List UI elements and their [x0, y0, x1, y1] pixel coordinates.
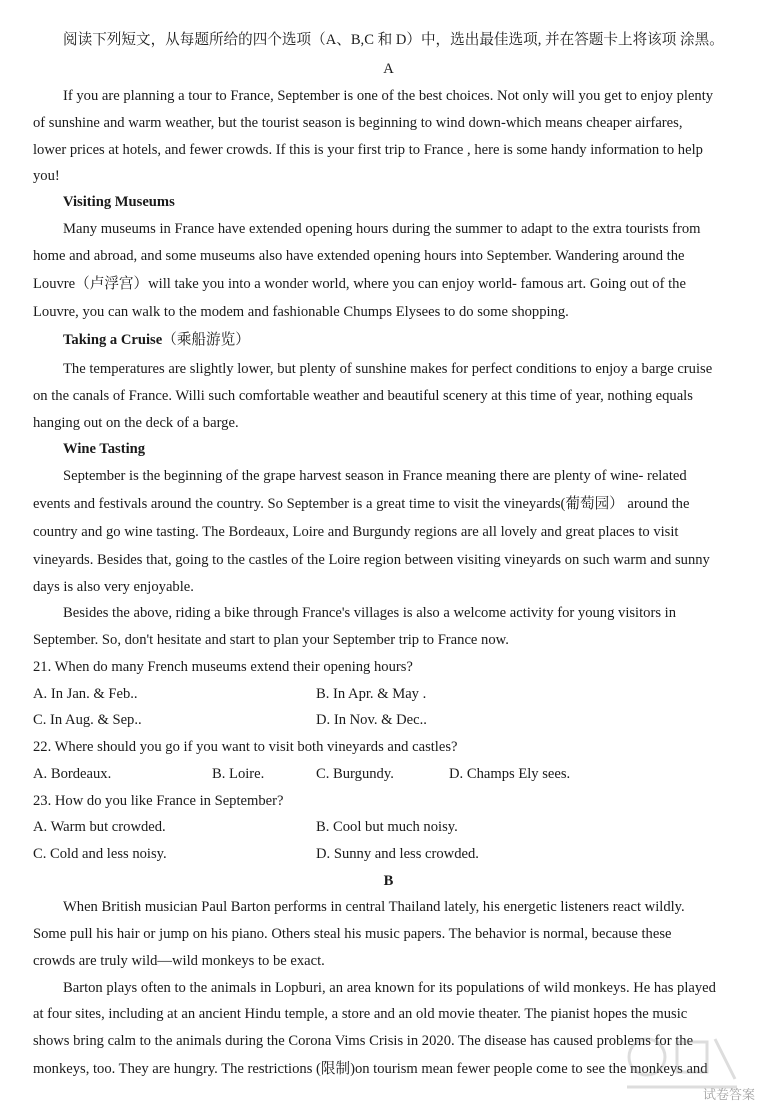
paragraph-line: shows bring calm to the animals during the Corona Vims Crisis in 2020. The disease has caused problems for the — [33, 1033, 694, 1049]
paragraph-line: hanging out on the deck of a barge. — [33, 415, 239, 431]
paragraph-line: Besides the above, riding a bike through France's villages is also a welcome activity for young visitors in — [63, 605, 677, 621]
paragraph-line: monkeys, too. They are hungry. The restrictions (限制)on tourism mean fewer people come to see the monkeys and — [33, 1061, 708, 1077]
answer-option: B. Loire. — [212, 766, 265, 782]
paragraph-line: Louvre, you can walk to the modem and fashionable Chumps Elysees to do some shopping. — [33, 304, 569, 320]
paragraph-line: you! — [33, 168, 60, 184]
section-heading: Taking a Cruise — [63, 332, 163, 348]
answer-option: D. In Nov. & Dec.. — [316, 712, 427, 728]
section-heading-row — [63, 331, 748, 349]
answer-option: B. Cool but much noisy. — [316, 819, 458, 835]
paragraph-line: September is the beginning of the grape harvest season in France meaning there are plenty of wine- related — [63, 468, 687, 484]
answer-option: C. In Aug. & Sep.. — [33, 712, 142, 728]
paragraph-line: crowds are truly wild—wild monkeys to be exact. — [33, 953, 325, 969]
answer-option: A. In Jan. & Feb.. — [33, 686, 138, 702]
paragraph-line: home and abroad, and some museums also have extended opening hours into September. Wandering around the — [33, 248, 685, 264]
question-text: 21. When do many French museums extend their opening hours? — [33, 659, 413, 675]
paragraph-line: events and festivals around the country. So September is a great time to visit the vineyards(葡萄园） around the — [33, 496, 690, 512]
paragraph-line: vineyards. Besides that, going to the castles of the Loire region between visiting vineyards on such warm and sunny — [33, 552, 710, 568]
paragraph-line: Some pull his hair or jump on his piano. Others steal his music papers. The behavior is normal, because these — [33, 926, 672, 942]
passage-b-label: B — [383, 873, 394, 889]
answer-option: C. Burgundy. — [316, 766, 394, 782]
question-text: 23. How do you like France in September? — [33, 793, 284, 809]
answer-option: D. Champs Ely sees. — [449, 766, 571, 782]
paragraph-line: Barton plays often to the animals in Lopburi, an area known for its populations of wild monkeys. He has played — [63, 980, 716, 996]
paragraph-line: If you are planning a tour to France, September is one of the best choices. Not only will you get to enjoy plenty — [63, 88, 714, 104]
watermark-text: 试卷答案 — [702, 1088, 755, 1103]
instruction-text: 阅读下列短文，从每题所给的四个选项（A、B,C 和 D）中，选出最佳选项, 并在答题卡上将该项 涂黑。 — [63, 32, 724, 48]
paragraph-line: Many museums in France have extended opening hours during the summer to adapt to the extra tourists from — [63, 221, 701, 237]
paragraph-line: on the canals of France. Willi such comfortable weather and beautiful scenery at this time of year, nothing equals — [33, 388, 693, 404]
paragraph-line: country and go wine tasting. The Bordeaux, Loire and Burgundy regions are all lovely and great places to visit — [33, 524, 679, 540]
paragraph-line: Louvre（卢浮宫）will take you into a wonder world, where you can enjoy world- famous art. Going out of the — [33, 276, 686, 292]
section-heading-note: （乘船游览） — [162, 332, 250, 348]
paragraph-line: The temperatures are slightly lower, but plenty of sunshine makes for perfect conditions to enjoy a barge cruise — [63, 361, 713, 377]
passage-a-label: A — [383, 61, 394, 77]
paragraph-line: at four sites, including at an ancient Hindu temple, a store and an old movie theater. The pianist hopes the music — [33, 1006, 688, 1022]
paragraph-line: September. So, don't hesitate and start to plan your September trip to France now. — [33, 632, 509, 648]
section-heading: Visiting Museums — [63, 194, 175, 210]
answer-option: A. Bordeaux. — [33, 766, 112, 782]
paragraph-line: of sunshine and warm weather, but the tourist season is beginning to wind down-which means cheaper airfares, — [33, 115, 683, 131]
answer-option: C. Cold and less noisy. — [33, 846, 167, 862]
paragraph-line: When British musician Paul Barton performs in central Thailand lately, his energetic listeners react wildly. — [63, 899, 685, 915]
paragraph-line: days is also very enjoyable. — [33, 579, 194, 595]
section-heading: Wine Tasting — [63, 441, 146, 457]
answer-option: A. Warm but crowded. — [33, 819, 166, 835]
question-text: 22. Where should you go if you want to visit both vineyards and castles? — [33, 739, 458, 755]
answer-option: D. Sunny and less crowded. — [316, 846, 479, 862]
answer-option: B. In Apr. & May . — [316, 686, 427, 702]
paragraph-line: lower prices at hotels, and fewer crowds. If this is your first trip to France , here is some handy information to help — [33, 142, 703, 158]
